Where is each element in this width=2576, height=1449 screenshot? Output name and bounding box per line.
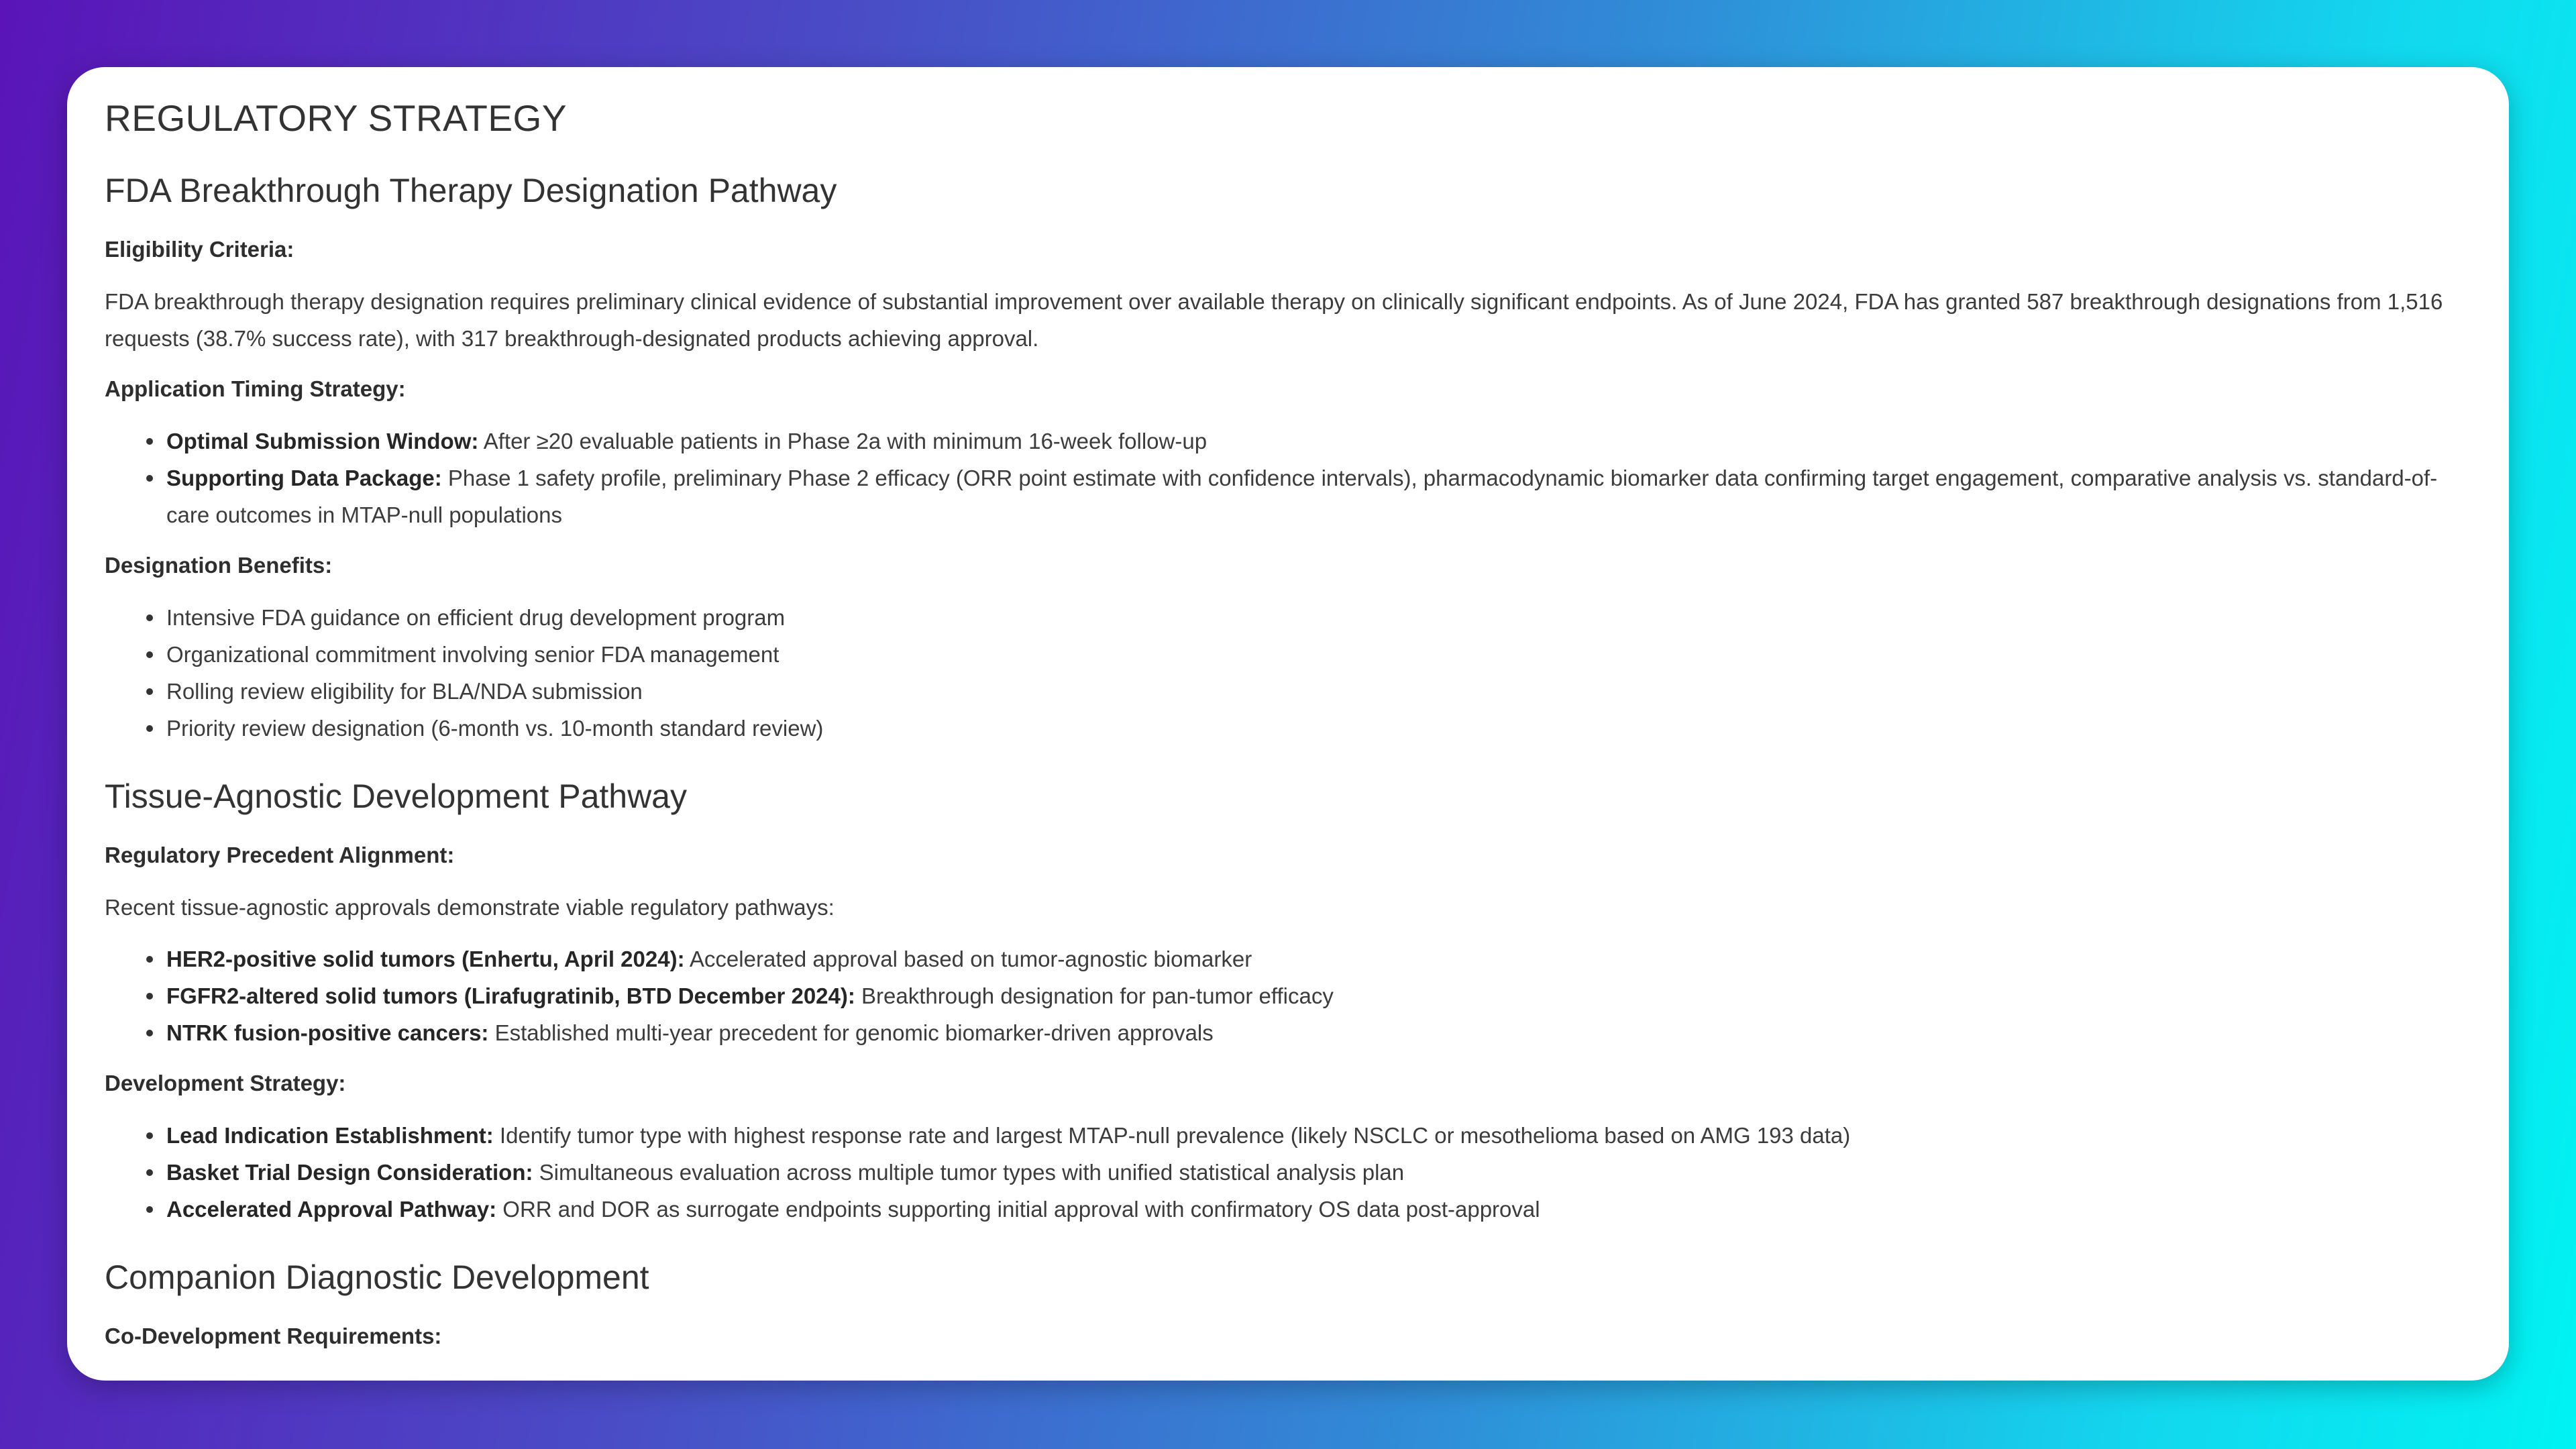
- bullet-icon: [146, 614, 153, 621]
- precedent-list: [105, 941, 2471, 1051]
- eligibility-label: Eligibility Criteria:: [105, 237, 294, 262]
- bullet-icon: [146, 438, 153, 445]
- list-item: NTRK fusion-positive cancers: Established multi-year precedent for genomic biomarker-driven approvals: [166, 1014, 2471, 1051]
- eligibility-paragraph: FDA breakthrough therapy designation requires preliminary clinical evidence of substantial improvement over available therapy on clinically significant endpoints. As of June 2024, FDA has granted 587 breakthrough designations from 1,516 requests (38.7% success rate), with 317 breakthrough-designated products achieving approval.: [105, 289, 2443, 351]
- list-item: HER2-positive solid tumors (Enhertu, April 2024): Accelerated approval based on tumor-agnostic biomarker: [166, 941, 2471, 977]
- precedent-paragraph: Recent tissue-agnostic approvals demonstrate viable regulatory pathways:: [105, 895, 835, 920]
- bullet-icon: [146, 956, 153, 963]
- precedent-label: Regulatory Precedent Alignment:: [105, 843, 455, 867]
- document-card: [67, 67, 2509, 1381]
- list-item: Rolling review eligibility for BLA/NDA submission: [166, 673, 2471, 710]
- list-item: FGFR2-altered solid tumors (Lirafugratinib, BTD December 2024): Breakthrough designation for pan-tumor efficacy: [166, 977, 2471, 1014]
- bullet-icon: [146, 1206, 153, 1213]
- benefits-label: Designation Benefits:: [105, 553, 333, 578]
- list-item: Supporting Data Package: Phase 1 safety profile, preliminary Phase 2 efficacy (ORR point estimate with confidence intervals), pharmacodynamic biomarker data confirming target engagement, comparative analysis vs. standard-of-care outcomes in MTAP-null populations: [166, 460, 2471, 533]
- bullet-icon: [146, 1169, 153, 1176]
- bullet-icon: [146, 1030, 153, 1036]
- section-title-tissue-agnostic: Tissue-Agnostic Development Pathway: [105, 777, 687, 815]
- timing-label: Application Timing Strategy:: [105, 376, 406, 401]
- list-item: Organizational commitment involving senior FDA management: [166, 636, 2471, 673]
- bullet-icon: [146, 475, 153, 482]
- bullet-icon: [146, 651, 153, 658]
- bullet-icon: [146, 688, 153, 695]
- list-item: Accelerated Approval Pathway: ORR and DOR as surrogate endpoints supporting initial approval with confirmatory OS data post-approval: [166, 1191, 2471, 1228]
- list-item: Lead Indication Establishment: Identify tumor type with highest response rate and largest MTAP-null prevalence (likely NSCLC or mesothelioma based on AMG 193 data): [166, 1117, 2471, 1154]
- strategy-list: [105, 1117, 2471, 1228]
- list-item: Priority review designation (6-month vs. 10-month standard review): [166, 710, 2471, 747]
- bullet-icon: [146, 725, 153, 732]
- bullet-icon: [146, 1132, 153, 1139]
- section-title-companion-diagnostic: Companion Diagnostic Development: [105, 1258, 649, 1296]
- document-title: REGULATORY STRATEGY: [105, 97, 568, 139]
- list-item: Intensive FDA guidance on efficient drug development program: [166, 599, 2471, 636]
- benefits-list: [105, 599, 2471, 747]
- timing-list: [105, 423, 2471, 533]
- bullet-icon: [146, 993, 153, 1000]
- section-title-breakthrough: FDA Breakthrough Therapy Designation Pathway: [105, 172, 837, 209]
- list-item: Basket Trial Design Consideration: Simultaneous evaluation across multiple tumor types with unified statistical analysis plan: [166, 1154, 2471, 1191]
- strategy-label: Development Strategy:: [105, 1071, 346, 1095]
- codev-label: Co-Development Requirements:: [105, 1324, 442, 1348]
- list-item: Optimal Submission Window: After ≥20 evaluable patients in Phase 2a with minimum 16-week follow-up: [166, 423, 2471, 460]
